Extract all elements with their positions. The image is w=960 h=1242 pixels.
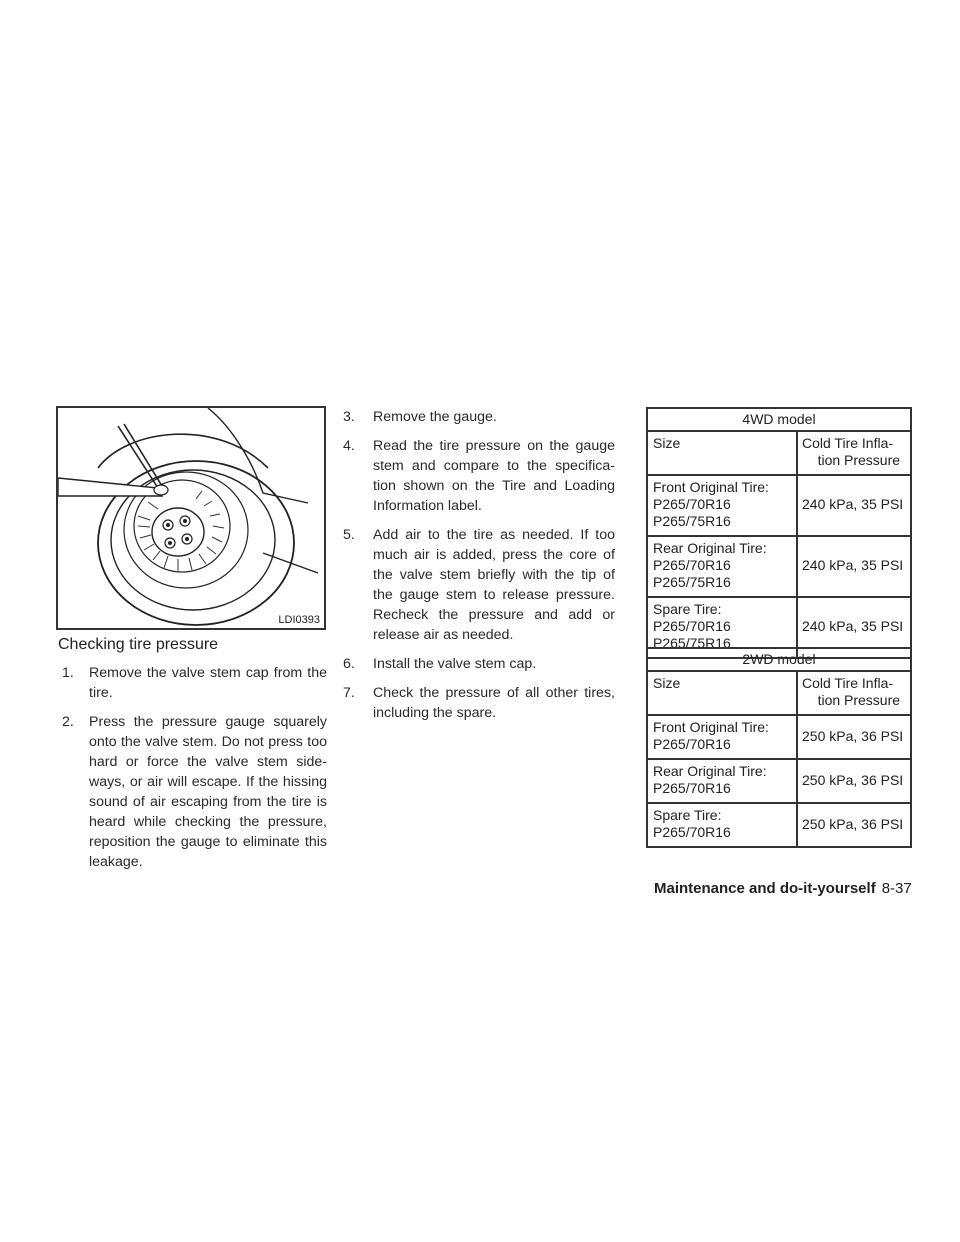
section-title: Checking tire pressure <box>58 636 219 653</box>
table-row <box>647 759 911 803</box>
table-title-row <box>647 408 911 431</box>
list-item <box>59 712 327 872</box>
list-item <box>59 663 327 703</box>
table-row <box>647 536 911 597</box>
pressure-cell: 250 kPa, 36 PSI <box>797 803 911 847</box>
step-text: Install the valve stem cap. <box>373 656 537 672</box>
step-number: 4. <box>343 438 355 454</box>
step-number: 1. <box>62 665 74 681</box>
list-item <box>343 525 615 645</box>
page-number: 8-37 <box>881 880 912 897</box>
tire-size-cell: Rear Original Tire: P265/70R16 P265/75R16 <box>647 536 797 597</box>
table-2wd-model <box>646 647 912 848</box>
step-text: Check the pressure of all other tires, including the spare. <box>373 685 615 721</box>
step-text: Press the pressure gauge squarely onto the valve stem. Do not press too hard or force the valve stem side-ways, or air will escape. If the hissing sound of air escaping from the tire is heard while checking the pressure, reposition the gauge to eliminate this leakage. <box>89 714 327 870</box>
table-header-row <box>647 431 911 475</box>
list-item <box>343 436 615 516</box>
tire-size-cell: Rear Original Tire: P265/70R16 <box>647 759 797 803</box>
pressure-cell: 240 kPa, 35 PSI <box>797 597 911 658</box>
figure-label: LDI0393 <box>278 614 320 626</box>
table-title-row <box>647 648 911 671</box>
pressure-cell: 240 kPa, 35 PSI <box>797 475 911 536</box>
column-header-size: Size <box>647 671 797 715</box>
step-text: Add air to the tire as needed. If too much air is added, press the core of the valve stem briefly with the tip of the gauge stem to release pressure. Recheck the pressure and add or release air as needed. <box>373 527 615 643</box>
pressure-cell: 250 kPa, 36 PSI <box>797 759 911 803</box>
table-title: 2WD model <box>647 648 911 671</box>
list-item <box>343 654 615 674</box>
footer-section-title: Maintenance and do-it-yourself <box>654 880 876 897</box>
tire-pressure-illustration <box>56 406 326 630</box>
step-text: Remove the valve stem cap from the tire. <box>89 665 327 701</box>
table-title: 4WD model <box>647 408 911 431</box>
page-footer <box>654 880 912 897</box>
step-number: 5. <box>343 527 355 543</box>
step-number: 3. <box>343 409 355 425</box>
tire-size-cell: Front Original Tire: P265/70R16 P265/75R16 <box>647 475 797 536</box>
list-item <box>343 407 615 427</box>
steps-column-2 <box>343 407 615 732</box>
step-number: 2. <box>62 714 74 730</box>
tire-size-cell: Spare Tire: P265/70R16 <box>647 803 797 847</box>
table-row <box>647 475 911 536</box>
table-row <box>647 715 911 759</box>
column-header-pressure: Cold Tire Infla- tion Pressure <box>797 431 911 475</box>
pressure-cell: 250 kPa, 36 PSI <box>797 715 911 759</box>
pressure-cell: 240 kPa, 35 PSI <box>797 536 911 597</box>
tire-size-cell: Front Original Tire: P265/70R16 <box>647 715 797 759</box>
step-number: 7. <box>343 685 355 701</box>
step-number: 6. <box>343 656 355 672</box>
tire-gauge-drawing <box>58 408 324 628</box>
column-header-size: Size <box>647 431 797 475</box>
table-header-row <box>647 671 911 715</box>
column-header-pressure: Cold Tire Infla- tion Pressure <box>797 671 911 715</box>
steps-column-1 <box>59 663 327 881</box>
step-text: Remove the gauge. <box>373 409 497 425</box>
tire-size-cell: Spare Tire: P265/70R16 P265/75R16 <box>647 597 797 658</box>
table-4wd-model <box>646 407 912 659</box>
step-text: Read the tire pressure on the gauge stem and compare to the specifica-tion shown on the Tire and Loading Information label. <box>373 438 615 514</box>
list-item <box>343 683 615 723</box>
table-row <box>647 803 911 847</box>
